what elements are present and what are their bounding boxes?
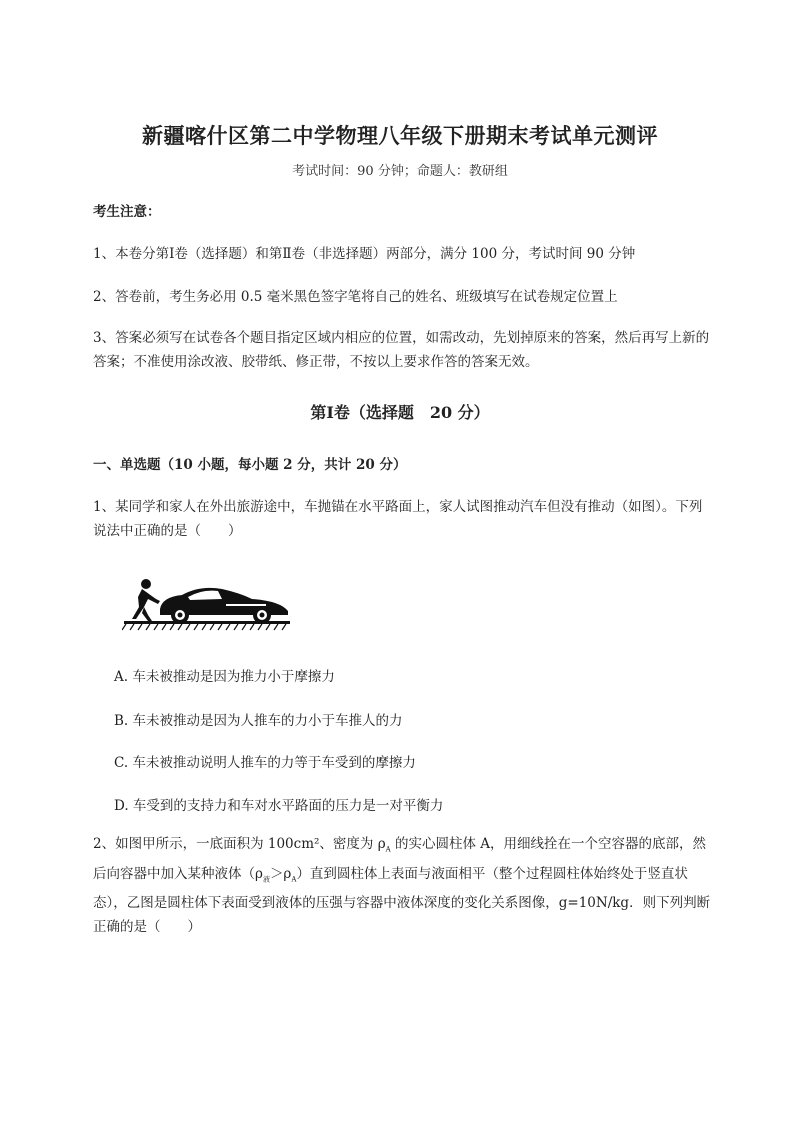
question-1-option-d: D. 车受到的支持力和车对水平路面的压力是一对平衡力 [114, 798, 444, 814]
q2-text-c: ＞ρ [269, 865, 292, 882]
notice-heading: 考生注意： [93, 204, 161, 220]
question-1-option-b: B. 车未被推动是因为人推车的力小于车推人的力 [114, 713, 403, 729]
question-1-option-a: A. 车未被推动是因为推力小于摩擦力 [114, 669, 335, 685]
q2-text-b: 的实心圆柱体 A，用细线拴在一个空容器的底部，然后向容器中加入某种液体（ρ [93, 836, 707, 882]
q2-sub-liquid: 液 [262, 875, 270, 884]
question-1-stem: 1、某同学和家人在外出旅游途中，车抛锚在水平路面上，家人试图推动汽车但没有推动（如图）。下列说法中正确的是（ ） [93, 499, 703, 539]
person-figure [132, 579, 160, 621]
car-figure [160, 588, 288, 624]
question-1-option-c: C. 车未被推动说明人推车的力等于车受到的摩擦力 [114, 755, 416, 771]
q2-text-a: 2、如图甲所示，一底面积为 100cm²、密度为 ρ [93, 836, 386, 852]
part-heading: 一、单选题（10 小题，每小题 2 分，共计 20 分） [93, 457, 407, 473]
q2-sub-a2: A [291, 875, 297, 884]
notice-item-3: 3、答案必须写在试卷各个题目指定区域内相应的位置，如需改动，先划掉原来的答案，然后再写上新的答案；不准使用涂改液、胶带纸、修正带，不按以上要求作答的答案无效。 [93, 330, 710, 370]
exam-subtitle: 考试时间：90 分钟；命题人：教研组 [292, 164, 508, 179]
q2-sub-a: A [385, 845, 391, 854]
notice-item-1: 1、本卷分第Ⅰ卷（选择题）和第Ⅱ卷（非选择题）两部分，满分 100 分，考试时间 90 分钟 [93, 246, 636, 262]
exam-title: 新疆喀什区第二中学物理八年级下册期末考试单元测评 [142, 123, 658, 148]
section-title: 第Ⅰ卷（选择题 20 分） [310, 403, 490, 422]
q2-text-d: ）直到圆柱体上表面与液面相平（整个过程圆柱体始终处于竖直状态），乙图是圆柱体下表面受到液体的压强与容器中液体深度的变化关系图像，g=10N/kg．则下列判断正确的是（ ） [93, 865, 711, 936]
car-push-illustration [122, 577, 292, 633]
question-2-stem [93, 832, 713, 939]
notice-item-2: 2、答卷前，考生务必用 0.5 毫米黑色签字笔将自己的姓名、班级填写在试卷规定位置上 [93, 289, 618, 305]
